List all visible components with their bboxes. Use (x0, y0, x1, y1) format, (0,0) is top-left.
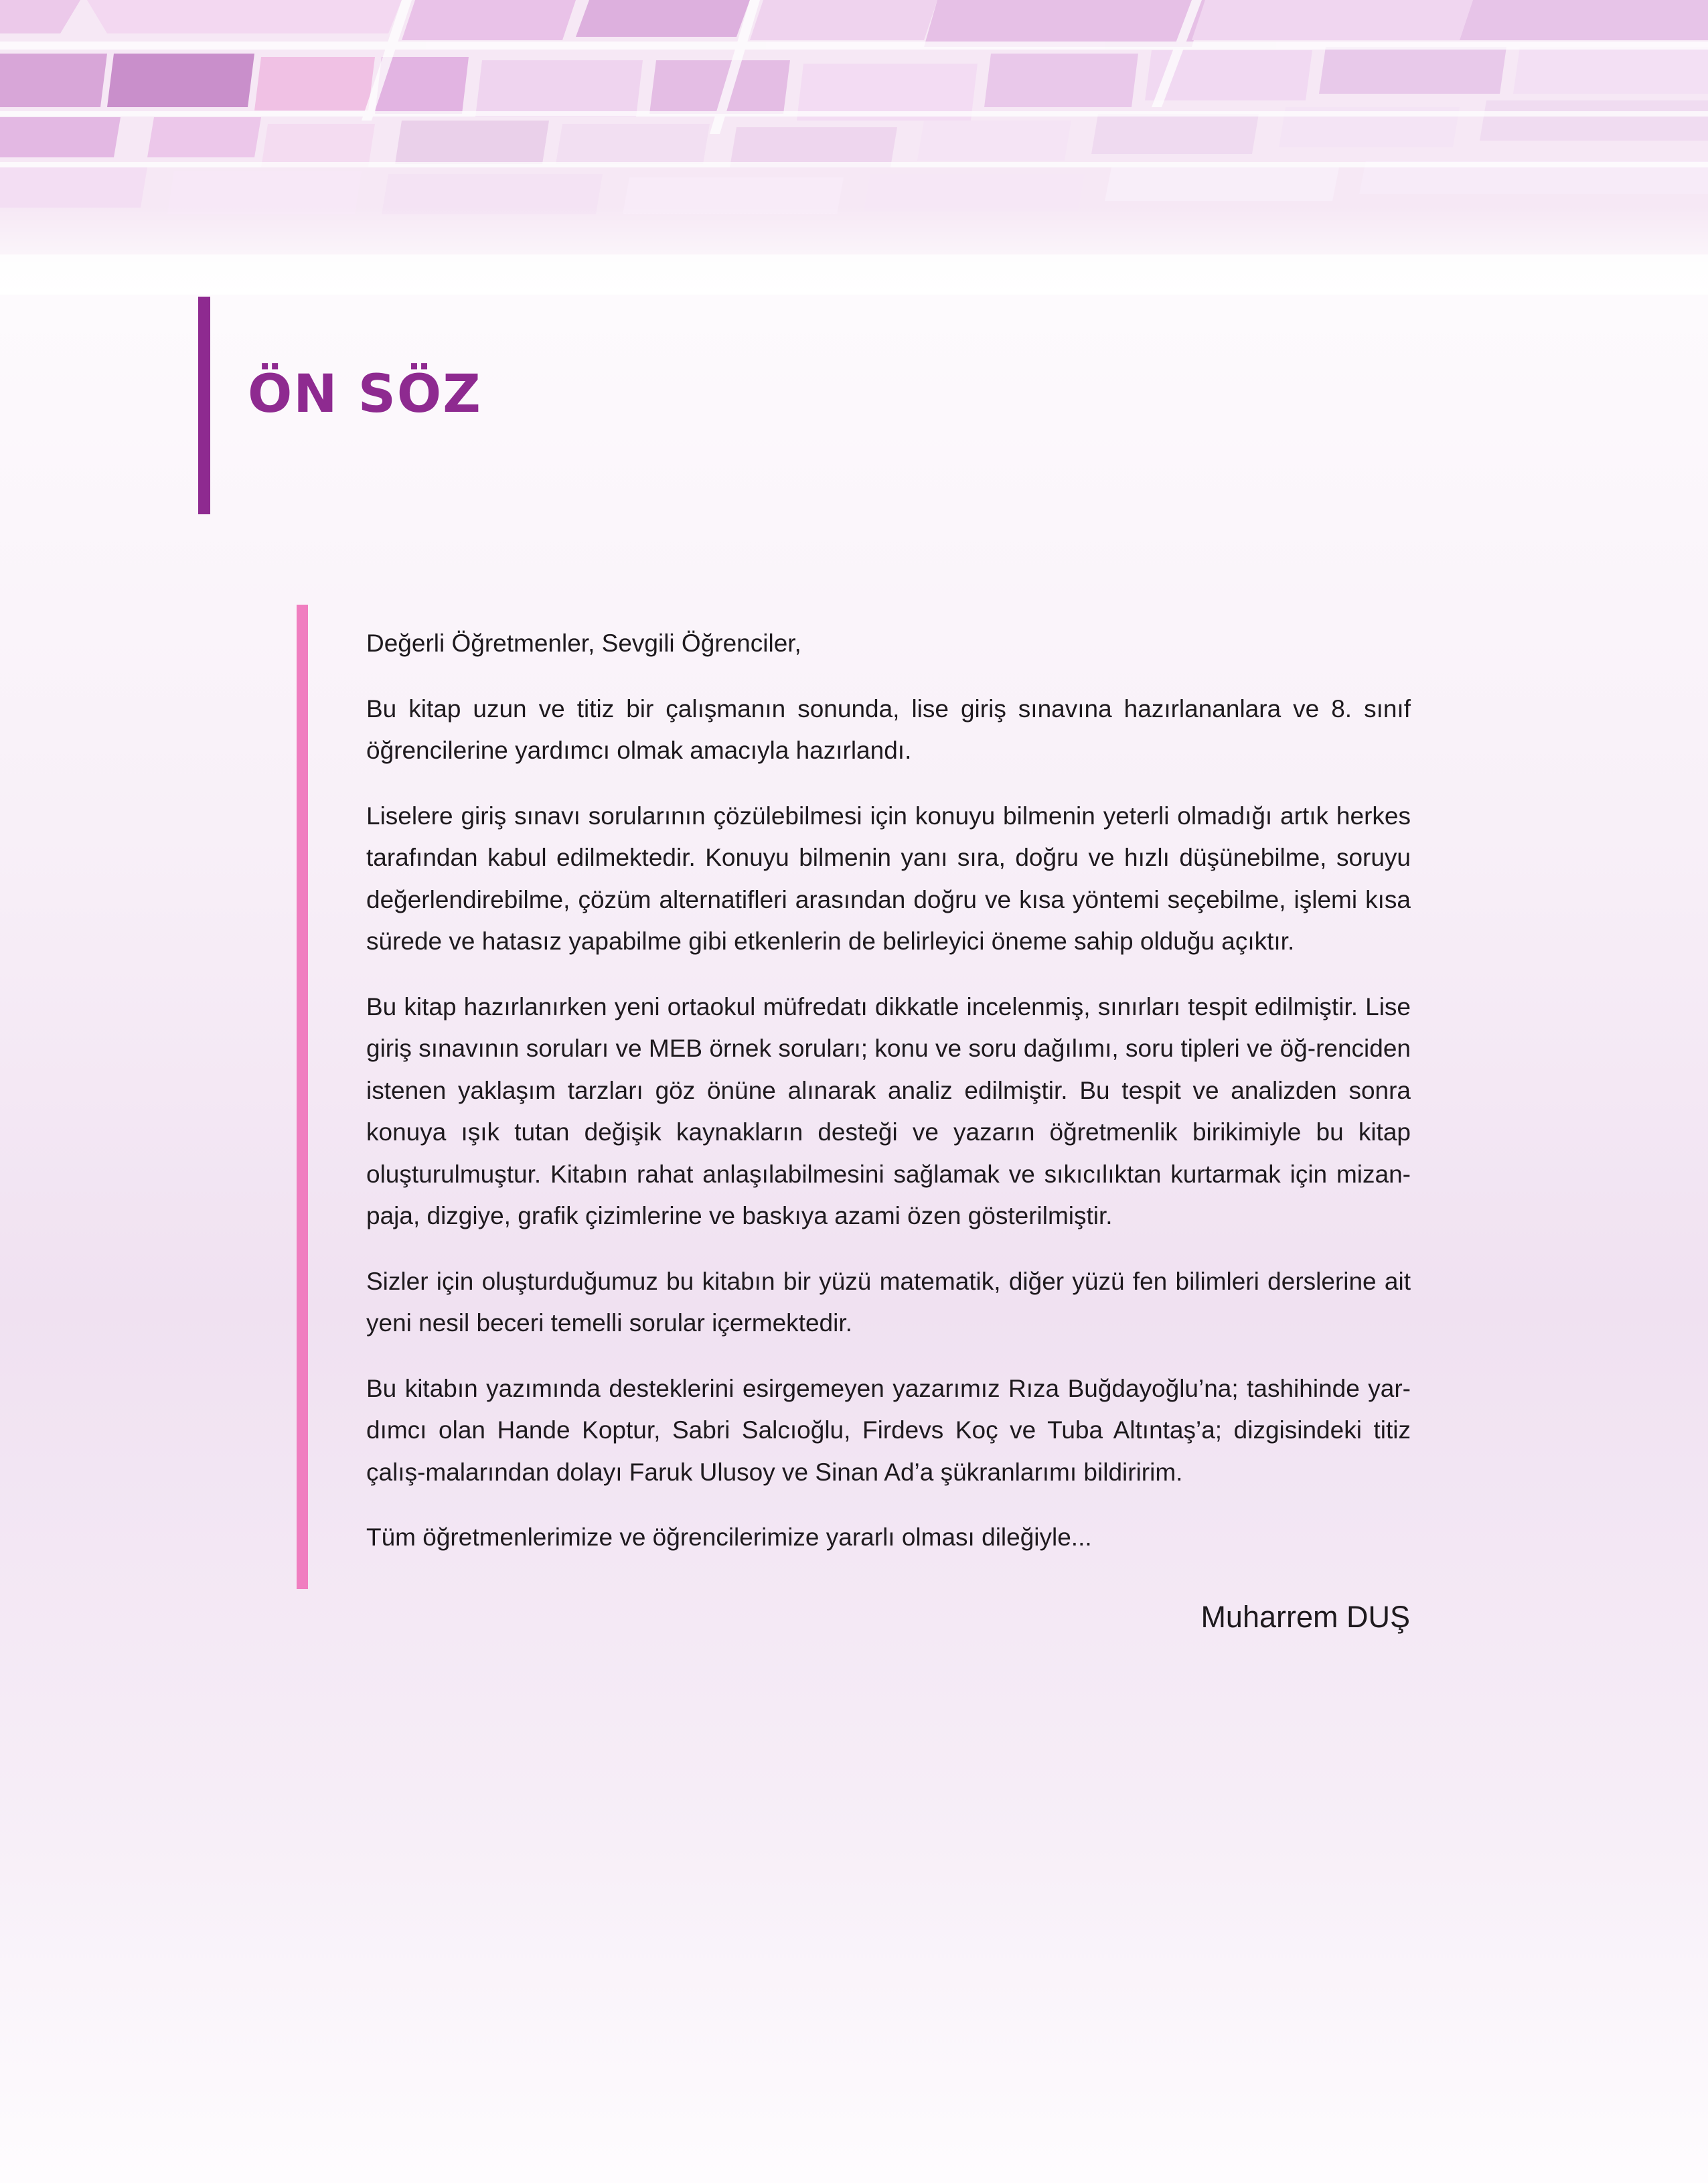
salutation: Değerli Öğretmenler, Sevgili Öğrenciler, (366, 629, 801, 657)
title-accent-bar (198, 297, 210, 514)
paragraph: Bu kitap hazırlanırken yeni ortaokul müfredatı dikkatle incelenmiş, sınırları tespit edilmiştir. Lise giriş sınavının soruları ve MEB örnek soruları; konu ve soru dağılımı, soru tipleri ve öğ-renciden istenen yaklaşım tarzları göz önüne alınarak analiz edilmiştir. Bu tespit ve analizden sonra konuya ışık tutan değişik kaynakların desteği ve yazarın öğretmenlik birikimiyle bu kitap oluşturulmuştur. Kitabın rahat anlaşılabilmesini sağlamak ve sıkıcılıktan kurtarmak için mizan-paja, dizgiye, grafik çizimlerine ve baskıya azami özen gösterilmiştir. (366, 992, 1411, 1229)
paragraph: Bu kitabın yazımında desteklerini esirgemeyen yazarımız Rıza Buğdayoğlu’na; tashihinde yar-dımcı olan Hande Koptur, Sabri Salcıoğlu, Firdevs Koç ve Tuba Altıntaş’a; dizgisindeki titiz çalış-malarından dolayı Faruk Ulusoy ve Sinan Ad’a şükranlarımı bildiririm. (366, 1374, 1411, 1486)
header-decoration (0, 0, 1708, 295)
paragraph: Bu kitap uzun ve titiz bir çalışmanın sonunda, lise giriş sınavına hazırlananlara ve 8. sınıf öğrencilerine yardımcı olmak amacıyla hazırlandı. (366, 694, 1411, 764)
page-title: ÖN SÖZ (248, 364, 482, 425)
closing-line: Tüm öğretmenlerimize ve öğrencilerimize yararlı olması dileğiyle... (366, 1523, 1092, 1551)
content-accent-bar (297, 605, 308, 1589)
preface-text (366, 623, 1411, 1582)
paragraph: Liselere giriş sınavı sorularının çözülebilmesi için konuyu bilmenin yeterli olmadığı artık herkes tarafından kabul edilmektedir. Konuyu bilmenin yanı sıra, doğru ve hızlı düşünebilme, soruyu değerlendirebilme, çözüm alternatifleri arasından doğru ve kısa yöntemi seçebilme, işlemi kısa sürede ve hatasız yapabilme gibi etkenlerin de belirleyici öneme sahip olduğu açıktır. (366, 802, 1411, 955)
paragraph: Sizler için oluşturduğumuz bu kitabın bir yüzü matematik, diğer yüzü fen bilimleri derslerine ait yeni nesil beceri temelli sorular içermektedir. (366, 1267, 1411, 1337)
author-signature: Muharrem DUŞ (1200, 1600, 1410, 1634)
